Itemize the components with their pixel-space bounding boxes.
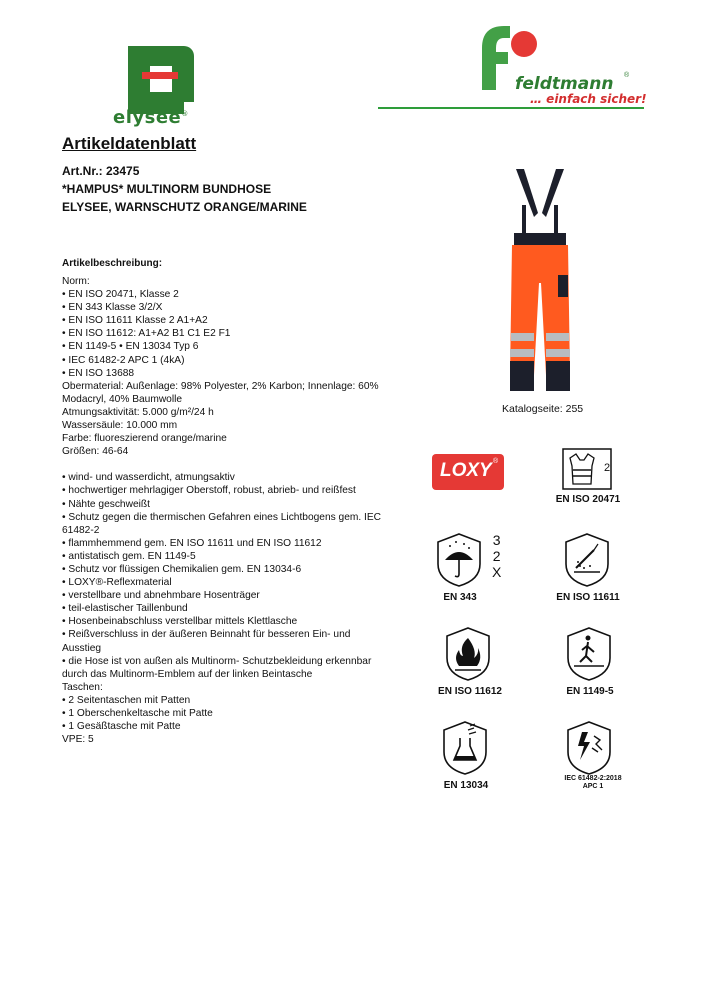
description-text bbox=[62, 275, 382, 746]
elysee-brand-name: elysee® bbox=[113, 107, 189, 128]
en13034-label: EN 13034 bbox=[443, 780, 489, 791]
description-line: Größen: 46-64 bbox=[62, 446, 129, 458]
description-line: • IEC 61482-2 APC 1 (4kA) bbox=[62, 354, 185, 366]
en343-value: 2 bbox=[492, 548, 501, 564]
en1149-label: EN 1149-5 bbox=[566, 686, 614, 697]
description-line: • LOXY®-Reflexmaterial bbox=[62, 577, 172, 589]
description-line: Obermaterial: Außenlage: 98% Polyester, 2% Karbon; Innenlage: 60% bbox=[62, 380, 379, 392]
feldtmann-brand-name: feldtmann bbox=[515, 74, 614, 94]
description-line: • Schutz gegen die thermischen Gefahren eines Lichtbogens gem. IEC bbox=[62, 511, 382, 523]
description-line: • Reißverschluss in der äußeren Beinnaht für besseren Ein- und bbox=[62, 629, 351, 641]
description-line: • verstellbare und abnehmbare Hosenträger bbox=[62, 590, 260, 602]
article-number: Art.Nr.: 23475 bbox=[62, 164, 140, 178]
description-line: • 1 Oberschenkeltasche mit Patte bbox=[62, 708, 213, 719]
description-line: • EN 1149-5 • EN 13034 Typ 6 bbox=[62, 341, 199, 353]
flame-icon bbox=[445, 626, 491, 682]
description-line: Ausstieg bbox=[62, 642, 102, 654]
description-line: • EN ISO 11611 Klasse 2 A1+A2 bbox=[62, 315, 208, 327]
description-line: • Hosenbeinabschluss verstellbar mittels Klettlasche bbox=[62, 616, 298, 628]
en11612-label: EN ISO 11612 bbox=[438, 686, 502, 697]
description-line: • die Hose ist von außen als Multinorm- Schutzbekleidung erkennbar bbox=[62, 655, 372, 667]
description-line: • Schutz vor flüssigen Chemikalien gem. EN 13034-6 bbox=[62, 563, 302, 575]
description-line: • EN ISO 13688 bbox=[62, 367, 135, 379]
rain-umbrella-icon bbox=[436, 532, 482, 588]
loxy-label: LOXY bbox=[440, 460, 492, 481]
iec-label bbox=[548, 775, 638, 791]
description-heading: Artikelbeschreibung: bbox=[62, 258, 163, 269]
feldtmann-slogan: … einfach sicher! bbox=[530, 92, 647, 106]
antistatic-icon bbox=[566, 626, 612, 682]
chemical-splash-icon bbox=[442, 720, 488, 776]
description-line: • Nähte geschweißt bbox=[62, 498, 150, 510]
description-line: • wind- und wasserdicht, atmungsaktiv bbox=[62, 472, 235, 484]
description-line: Taschen: bbox=[62, 681, 103, 693]
en343-values bbox=[492, 532, 501, 580]
catalog-page: Katalogseite: 255 bbox=[502, 403, 584, 415]
en343-value: X bbox=[492, 564, 502, 580]
header-divider bbox=[378, 107, 644, 109]
en343-label: EN 343 bbox=[443, 592, 477, 603]
welding-icon bbox=[564, 532, 610, 588]
description-line: • EN ISO 11612: A1+A2 B1 C1 E2 F1 bbox=[62, 328, 231, 340]
description-line: • EN 343 Klasse 3/2/X bbox=[62, 302, 163, 314]
en343-value: 3 bbox=[492, 532, 501, 548]
article-subtitle: ELYSEE, WARNSCHUTZ ORANGE/MARINE bbox=[62, 200, 307, 214]
loxy-registered: ® bbox=[493, 458, 499, 465]
description-line: Farbe: fluoreszierend orange/marine bbox=[62, 433, 227, 445]
description-line: VPE: 5 bbox=[62, 734, 94, 746]
description-line: durch das Multinorm-Emblem auf der linken Beintasche bbox=[62, 668, 313, 680]
description-line: • flammhemmend gem. EN ISO 11611 und EN ISO 11612 bbox=[62, 537, 322, 549]
spacer bbox=[62, 458, 382, 471]
electric-arc-icon bbox=[566, 720, 612, 776]
loxy-badge-icon bbox=[432, 454, 504, 490]
norm-list bbox=[62, 275, 382, 458]
description-line: • antistatisch gem. EN 1149-5 bbox=[62, 550, 196, 562]
description-line: Norm: bbox=[62, 276, 90, 287]
description-line: • EN ISO 20471, Klasse 2 bbox=[62, 289, 179, 301]
en20471-class: 2 bbox=[604, 462, 611, 474]
en20471-label: EN ISO 20471 bbox=[555, 494, 621, 505]
description-line: Wassersäule: 10.000 mm bbox=[62, 420, 178, 432]
description-line: • 1 Gesäßtasche mit Patte bbox=[62, 721, 181, 733]
product-image-trousers bbox=[498, 165, 582, 400]
article-name: *HAMPUS* MULTINORM BUNDHOSE bbox=[62, 182, 272, 196]
description-line: • hochwertiger mehrlagiger Oberstoff, robust, abrieb- und reißfest bbox=[62, 485, 356, 497]
iec-standard: IEC 61482-2:2018 bbox=[564, 775, 622, 782]
iec-class: APC 1 bbox=[582, 783, 604, 790]
feature-list bbox=[62, 471, 382, 746]
description-line: • teil-elastischer Taillenbund bbox=[62, 603, 188, 615]
en11611-label: EN ISO 11611 bbox=[556, 592, 620, 603]
page-title: Artikeldatenblatt bbox=[62, 134, 197, 153]
description-line: Modacryl, 40% Baumwolle bbox=[62, 393, 183, 405]
description-line: • 2 Seitentaschen mit Patten bbox=[62, 694, 191, 706]
description-line: 61482-2 bbox=[62, 524, 100, 536]
feldtmann-registered-mark: ® bbox=[624, 72, 630, 79]
description-line: Atmungsaktivität: 5.000 g/m²/24 h bbox=[62, 406, 214, 418]
